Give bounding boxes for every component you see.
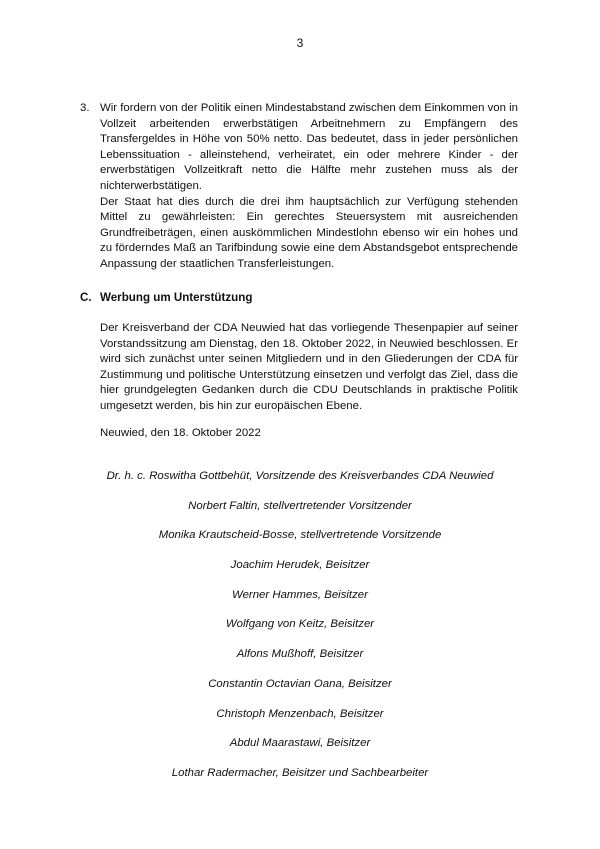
signatory: Constantin Octavian Oana, Beisitzer [208,677,392,690]
signatory: Joachim Herudek, Beisitzer [230,559,370,572]
section-c-body [100,321,518,415]
list-item-number: 3. [80,102,90,114]
signatory: Wolfgang von Keitz, Beisitzer [225,618,375,631]
signatory: Norbert Faltin, stellvertretender Vorsitzender [188,499,412,512]
signatory: Monika Krautscheid-Bosse, stellvertretende Vorsitzende [158,529,442,542]
section-c-paragraph: Der Kreisverband der CDA Neuwied hat das vorliegende Thesenpapier auf seiner Vorstandssitzung am Dienstag, den 18. Oktober 2022, in Neuwied beschlossen. Er wird sich zunächst unter seinen Mitgliedern und in den Gliederungen der CDA für Zustimmung und politische Unterstützung einsetzen und verfolgt das Ziel, dass die hier grundgelegten Gedanken durch die CDU Deutschlands in praktische Politik umgesetzt werden, bis hin zur europäischen Ebene. [100,322,518,412]
list-item-body [100,101,518,273]
section-title: Werbung um Unterstützung [100,291,253,304]
section-c-heading [80,291,252,304]
signatory-list [0,470,600,797]
list-item-paragraph-2: Der Staat hat dies durch die drei ihm hauptsächlich zur Verfügung stehenden Mittel zu gewährleisten: Ein gerechtes Steuersystem mit ausreichenden Grundfreibeträgen, einen auskömmlichen Mindestlohn ebenso wir ein hohes und zu förderndes Maß an Tarifbindung sowie eine dem Abstandsgebot entsprechende Anpassung der staatlichen Transferleistungen. [100,195,518,270]
section-letter: C. [80,291,92,304]
list-item-3 [80,101,518,273]
list-item-paragraph-1: Wir fordern von der Politik einen Mindestabstand zwischen dem Einkommen von in Vollzeit arbeitenden erwerbstätigen Arbeitnehmern zu Empfängern des Transfergeldes in Höhe von 50% netto. Das bedeutet, dass in jeder persönlichen Lebenssituation - alleinstehend, verheiratet, ein oder mehrere Kinder - der erwerbstätigen Vollzeitkraft netto die Hälfte mehr zustehen muss als der nichterwerbstätigen. [100,102,518,192]
signatory: Abdul Maarastawi, Beisitzer [229,737,371,750]
page-number: 3 [296,36,304,50]
signatory: Werner Hammes, Beisitzer [232,588,368,601]
signatory: Dr. h. c. Roswitha Gottbehüt, Vorsitzende des Kreisverbandes CDA Neuwied [106,470,494,482]
signatory: Christoph Menzenbach, Beisitzer [216,707,384,720]
signatory: Lothar Radermacher, Beisitzer und Sachbearbeiter [171,766,429,779]
signatory: Alfons Mußhoff, Beisitzer [236,648,364,661]
place-date: Neuwied, den 18. Oktober 2022 [100,427,261,439]
